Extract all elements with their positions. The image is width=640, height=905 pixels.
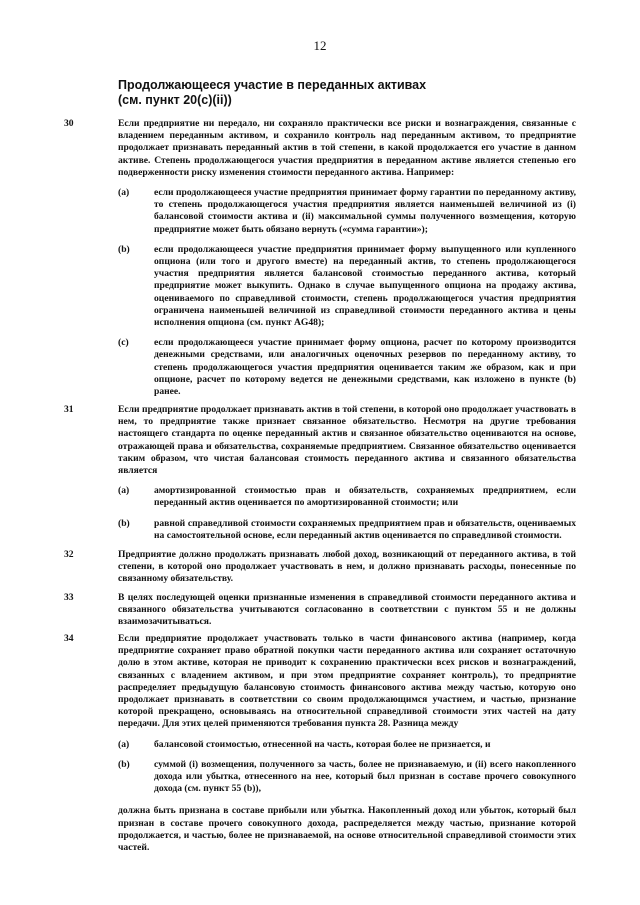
list-item-label: (c) [118, 337, 129, 349]
paragraph-31 [64, 404, 576, 542]
list-item [118, 337, 576, 398]
paragraph-number: 31 [64, 404, 74, 415]
list-item-label: (a) [118, 738, 130, 750]
list-item-label: (a) [118, 485, 130, 497]
list-item-label: (b) [118, 243, 130, 255]
paragraph-text: Предприятие должно продолжать признавать любой доход, возникающий от переданного актива, в той степени, в которой оно продолжает участвовать в нем, и должно признавать расходы, понесенные по связанному обязательству. [118, 549, 576, 585]
list-item-text: равной справедливой стоимости сохраняемых предприятием прав и обязательств, оцениваемых на самостоятельной основе, если переданный актив оценивается по справедливой стоимости. [154, 517, 576, 541]
list-item-text: если продолжающееся участие предприятия принимает форму выпущенного или купленного опциона (или того и другого вместе) на переданный актив, то степень продолжающегося участия предприятия является балансовой стоимостью переданного актива, который предприятие может выкупить. Однако в случае выпущенного опциона на продажу актива, оцениваемого по справедливой стоимости, степень продолжающегося участия предприятия ограничена наименьшей величиной из справедливой стоимости переданного актива и цены исполнения опциона (см. пункт AG48); [154, 243, 576, 329]
paragraph-text: Если предприятие продолжает участвовать только в части финансового актива (например, когда предприятие сохраняет право обратной покупки части переданного актива или сохраняет остаточную долю в этом активе, которая не приводит к сохранению практически всех рисков и вознаграждений, связанных с владением активом, и при этом предприятие сохраняет контроль), то предприятие распределяет предыдущую балансовую стоимость финансового актива между частью, которую оно продолжает признавать в соответствии со своим продолжающимся участием, и частью, признание которой прекращено, основываясь на относительной справедливой стоимости этих частей на дату передачи. Для этих целей применяются требования пункта 28. Разница между [118, 633, 576, 730]
list-item-text: амортизированной стоимостью прав и обязательств, сохраняемых предприятием, если переданный актив оценивается по амортизированной стоимости; или [154, 485, 576, 509]
section-heading-reference: (см. пункт 20(c)(ii)) [118, 93, 232, 107]
paragraph-34 [64, 633, 576, 854]
paragraph-text: В целях последующей оценки признанные изменения в справедливой стоимости переданного актива и связанного обязательства учитываются согласованно в соответствии с пунктом 55 и не должны взаимозачитываться. [118, 592, 576, 628]
section-heading-title: Продолжающееся участие в переданных активах [118, 78, 427, 92]
paragraph-30 [64, 118, 576, 398]
paragraph-text: Если предприятие ни передало, ни сохраняло практически все риски и вознаграждения, связанные с владением переданным активом, и сохранило контроль над переданным активом, то предприятие продолжает признавать переданный актив в той степени, в какой продолжается его участие в данном активе. Степень продолжающегося участия предприятия в переданном активе является степенью его подверженности риску изменения стоимости переданного актива. Например: [118, 118, 576, 178]
paragraph-32 [64, 549, 576, 586]
section-heading [118, 78, 426, 108]
paragraph-33 [64, 592, 576, 629]
list-item-text: если продолжающееся участие принимает форму опциона, расчет по которому производится денежными средствами, или аналогичных оценочных резервов по переданному активу, то степень продолжающегося участия предприятия оценивается таким же образом, как и при опционе, расчет по которому ведется не денежными средствами, как изложено в пункте (b) ранее. [154, 337, 576, 398]
paragraph-number: 32 [64, 549, 74, 560]
list-item [118, 518, 576, 542]
list-item [118, 739, 576, 751]
paragraph-number: 33 [64, 592, 74, 603]
list-item [118, 485, 576, 509]
list-item-text: суммой (i) возмещения, полученного за часть, более не признаваемую, и (ii) всего накопленного дохода или убытка, отнесенного на нее, который был признан в составе прочего совокупного дохода (см. пункт 55 (b)), [154, 758, 576, 795]
list-item [118, 244, 576, 329]
page-number: 12 [313, 38, 327, 53]
paragraph-number: 30 [64, 118, 74, 129]
list-item-label: (a) [118, 187, 130, 199]
list-item-label: (b) [118, 517, 130, 529]
list-item-text: балансовой стоимостью, отнесенной на часть, которая более не признается, и [154, 738, 491, 750]
paragraph-text: Если предприятие продолжает признавать актив в той степени, в которой оно продолжает участвовать в нем, то предприятие также признает связанное обязательство. Несмотря на другие требования настоящего стандарта по оценке переданный актив и связанное обязательство оцениваются на основе, отражающей права и обязательства, сохраняемые предприятием. Связанное обязательство оценивается таким образом, что чистая балансовая стоимость переданного актива и связанного обязательства является [118, 404, 576, 477]
list-item-label: (b) [118, 758, 130, 770]
list-item [118, 759, 576, 796]
list-item-text: если продолжающееся участие предприятия принимает форму гарантии по переданному активу, то степень продолжающегося участия предприятия является наименьшей величиной из (i) балансовой стоимости актива и (ii) максимальной суммы полученного возмещения, которую предприятие может быть обязано вернуть («сумма гарантии»); [154, 187, 576, 235]
list-item [118, 187, 576, 236]
paragraph-continuation: должна быть признана в составе прибыли или убытка. Накопленный доход или убыток, который был признан в составе прочего совокупного дохода, распределяется между частью, признание которой продолжается, и частью, более не признаваемой, на основе относительной справедливой стоимости этих частей. [118, 805, 576, 854]
paragraph-number: 34 [64, 633, 74, 644]
